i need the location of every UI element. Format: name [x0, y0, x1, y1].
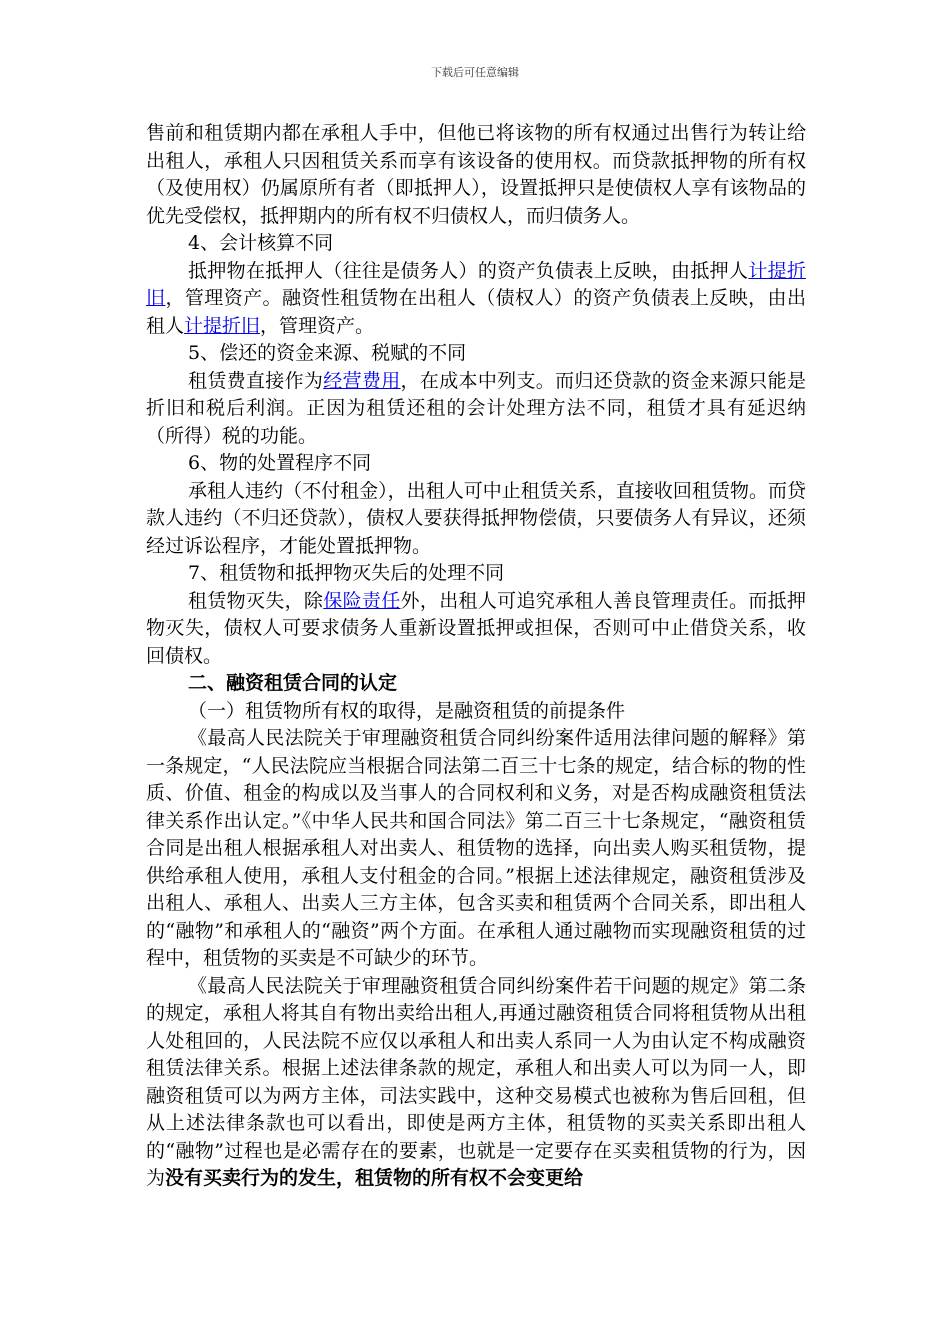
- text-span: ，管理资产。融资性租赁物在出租人（债权人）的资产负债表上反映，由出租人: [146, 287, 806, 337]
- text-span: 外，出租人可追究承租人善良管理责任。而抵押物灭失，债权人可要求债务人重新设置抵押或担保，否则可中止借贷关系，收回债权。: [146, 589, 806, 667]
- subsection-heading: （一）租赁物所有权的取得，是融资租赁的前提条件: [188, 699, 626, 722]
- bold-emphasis: 没有买卖行为的发生，租赁物的所有权不会变更给: [165, 1167, 584, 1189]
- section-heading-contract-recognition: 二、融资租赁合同的认定: [188, 672, 398, 694]
- text-span: ，管理资产。: [260, 314, 375, 337]
- text-span: 租赁费直接作为: [188, 369, 324, 392]
- paragraph-disposal: 承租人违约（不付租金），出租人可中止租赁关系，直接收回租赁物。而贷款人违约（不归还贷款），债权人要获得抵押物偿债，只要债务人有异议，还须经过诉讼程序，才能处置抵押物。: [146, 479, 806, 557]
- link-depreciation-1[interactable]: 计提折旧: [146, 259, 806, 309]
- paragraph-ownership-transfer: 售前和租赁期内都在承租人手中，但他已将该物的所有权通过出售行为转让给出租人，承租人只因租赁关系而享有该设备的使用权。而贷款抵押物的所有权（及使用权）仍属原所有者（即抵押人），设置抵押只是使债权人享有该物品的优先受偿权，抵押期内的所有权不归债权人，而归债务人。: [146, 122, 806, 227]
- paragraph-sale-leaseback: [146, 973, 806, 1193]
- link-depreciation-2[interactable]: 计提折旧: [184, 314, 261, 337]
- link-insurance-liability[interactable]: 保险责任: [323, 589, 401, 612]
- paragraph-judicial-interpretation: 《最高人民法院关于审理融资租赁合同纠纷案件适用法律问题的解释》第一条规定，“人民法院应当根据合同法第二百三十七条的规定，结合标的物的性质、价值、租金的构成以及当事人的合同权利和义务，对是否构成融资租赁法律关系作出认定。”《中华人民共和国合同法》第二百三十七条规定，“融资租赁合同是出租人根据承租人对出卖人、租赁物的选择，向出卖人购买租赁物，提供给承租人使用，承租人支付租金的合同。”根据上述法律规定，融资租赁涉及出租人、承租人、出卖人三方主体，包含买卖和租赁两个合同关系，即出租人的“融物”和承租人的“融资”两个方面。在承租人通过融物而实现融资租赁的过程中，租赁物的买卖是不可缺少的环节。: [146, 727, 806, 969]
- page-header-note: 下载后可任意编辑: [431, 66, 519, 79]
- paragraph-accounting: [146, 258, 806, 341]
- text-span: ，在成本中列支。而归还贷款的资金来源只能是折旧和税后利润。正因为租赁还租的会计处理方法不同，租赁才具有延迟纳（所得）税的功能。: [146, 369, 806, 447]
- text-span: 租赁物灭失，除: [188, 589, 324, 612]
- item-heading-loss: 7、租赁物和抵押物灭失后的处理不同: [188, 562, 505, 584]
- link-operating-expenses[interactable]: 经营费用: [323, 369, 401, 392]
- item-heading-disposal: 6、物的处置程序不同: [188, 452, 372, 474]
- paragraph-repayment: [146, 368, 806, 451]
- text-span: 《最高人民法院关于审理融资租赁合同纠纷案件若干问题的规定》第二条的规定，承租人将其自有物出卖给出租人,再通过融资租赁合同将租赁物从出租人处租回的，人民法院不应仅以承租人和出卖人系同一人为由认定不构成融资租赁法律关系。根据上述法律条款的规定，承租人和出卖人可以为同一人，即融资租赁可以为两方主体，司法实践中，这种交易模式也被称为售后回租，但从上述法律条款也可以看出，即使是两方主体，租赁物的买卖关系即出租人的“融物”过程也是必需存在的要素，也就是一定要存在买卖租赁物的行为，因为: [146, 974, 806, 1189]
- paragraph-loss: [146, 588, 806, 671]
- text-span: 抵押物在抵押人（往往是债务人）的资产负债表上反映，由抵押人: [188, 259, 749, 282]
- item-heading-accounting: 4、会计核算不同: [188, 232, 334, 254]
- item-heading-repayment: 5、偿还的资金来源、税赋的不同: [188, 342, 467, 364]
- document-body: [146, 120, 806, 1193]
